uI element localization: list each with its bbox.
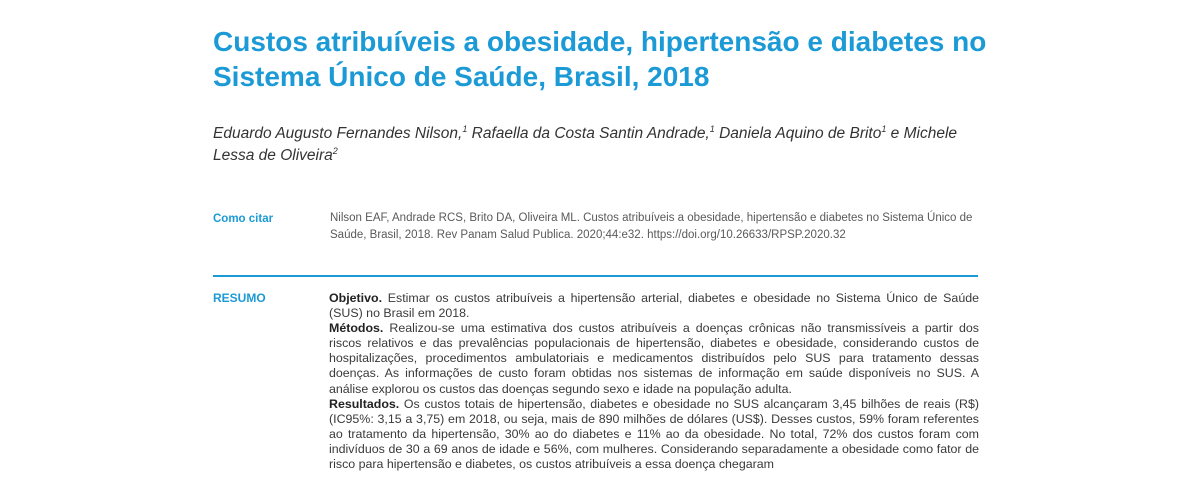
objetivo-text: Estimar os custos atribuíveis a hipertensão arterial, diabetes e obesidade no Sistema Único de Saúde (SUS) no Brasil em 2018. xyxy=(329,291,979,321)
author-name: Daniela Aquino de Brito xyxy=(714,125,882,142)
citation-label: Como citar xyxy=(213,213,274,225)
metodos-text: Realizou-se uma estimativa dos custos atribuíveis a doenças crônicas não transmissíveis a partir dos riscos relativos e das prevalências populacionais de hipertensão, diabetes e obesidade, considerando custos de hospitalizações, procedimentos ambulatoriais e medicamentos distribuídos pelo SUS para tratamento dessas doenças. As informações de custo foram obtidas nos sistemas de informação em saúde disponíveis no SUS. A análise explorou os custos das doenças segundo sexo e idade na população adulta. xyxy=(329,321,979,396)
abstract-metodos xyxy=(329,321,979,396)
resultados-heading: Resultados. xyxy=(329,396,400,411)
resultados-text: Os custos totais de hipertensão, diabetes e obesidade no SUS alcançaram 3,45 bilhões de reais (R$) (IC95%: 3,15 a 3,75) em 2018, ou seja, mais de 890 milhões de dólares (US$). Desses custos, 59% foram referentes ao tratamento da hipertensão, 30% ao do diabetes e 11% ao da obesidade. No total, 72% dos custos foram com indivíduos de 30 a 69 anos de idade e 56%, com mulheres. Considerando separadamente a obesidade como fator de risco para hipertensão e diabetes, os custos atribuíveis a essa doença chegaram xyxy=(329,396,979,472)
abstract-objetivo xyxy=(329,291,979,321)
citation-text: Nilson EAF, Andrade RCS, Brito DA, Oliveira ML. Custos atribuíveis a obesidade, hipertensão e diabetes no Sistema Único de Saúde, Brasil, 2018. Rev Panam Salud Publica. 2020;44:e32. https://doi.org/10.26633/RPSP.2020.32 xyxy=(330,212,973,241)
abstract-body xyxy=(329,291,979,472)
section-divider xyxy=(213,275,978,277)
author-affiliation: 1 xyxy=(709,123,715,134)
author-name: Eduardo Augusto Fernandes Nilson, xyxy=(213,125,463,142)
author-name: Rafaella da Costa Santin Andrade, xyxy=(467,125,710,142)
objetivo-heading: Objetivo. xyxy=(329,291,383,305)
abstract-resultados xyxy=(329,397,979,472)
article-title: Custos atribuíveis a obesidade, hipertensão e diabetes no Sistema Único de Saúde, Brasil, 2018 xyxy=(213,26,987,92)
author-affiliation: 1 xyxy=(462,123,468,134)
author-affiliation: 2 xyxy=(332,145,338,156)
metodos-heading: Métodos. xyxy=(329,321,384,336)
abstract-label: RESUMO xyxy=(213,291,266,305)
author-name: e Michele Lessa de Oliveira xyxy=(213,125,958,164)
author-list xyxy=(213,123,993,167)
author-affiliation: 1 xyxy=(881,123,887,134)
